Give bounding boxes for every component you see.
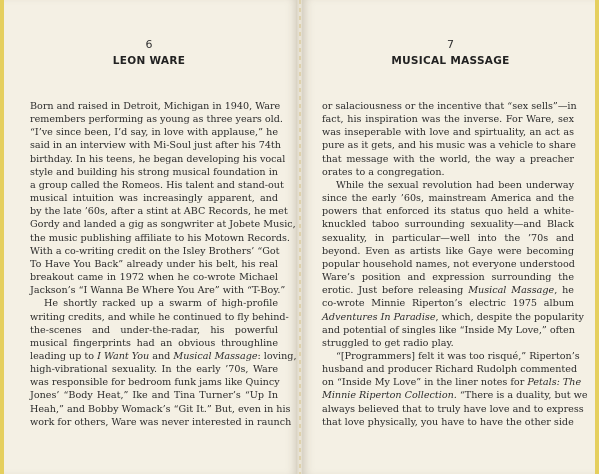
text-line: the music publishing affiliate to his Motown Records. [30, 232, 290, 244]
text-line: by the late ’60s, after a stint at ABC Records, he met [30, 206, 288, 218]
left-page-number: 6 [145, 38, 153, 51]
text-line: husband and producer Richard Rudolph commented [322, 364, 578, 376]
text-line: breakout came in 1972 when he co-wrote Michael [30, 272, 278, 284]
text-line: With a co-writing credit on the Isley Brothers’ “Got [30, 245, 280, 257]
text-line: Jackson’s “I Wanna Be Where You Are” with “T-Boy.” [30, 285, 286, 297]
text-line: sexuality, in particular—well into the ’70s and [322, 232, 574, 244]
paragraph [322, 100, 577, 179]
text-line: Minnie Riperton Collection. “There is a duality, but we [322, 390, 588, 402]
text-line: style and building his strong musical foundation in [30, 166, 278, 178]
right-page-number: 7 [447, 38, 454, 51]
text-line: Heah,” and Bobby Womack’s “Git It.” But, even in his [30, 403, 291, 415]
left-body-text [30, 100, 297, 429]
text-line: co-wrote Minnie Riperton’s electric 1975 album [322, 298, 574, 310]
right-page [302, 0, 599, 474]
right-body-text [322, 100, 588, 429]
left-page [0, 0, 298, 474]
text-line: He shortly racked up a swarm of high-profile [44, 298, 278, 310]
paragraph [30, 297, 297, 429]
paragraph [322, 179, 584, 350]
text-line: popular household names, not everyone understood [322, 258, 575, 270]
paragraph [30, 100, 296, 297]
text-line: orates to a congregation. [322, 166, 445, 178]
text-line: To Have You Back” already under his belt, his real [30, 258, 278, 270]
right-running-head: MUSICAL MASSAGE [391, 55, 510, 67]
text-line: on “Inside My Love” in the liner notes for Petals: The [322, 377, 582, 389]
text-line: that love physically, you have to have the other side [322, 416, 574, 428]
text-line: struggled to get radio play. [322, 337, 454, 349]
paragraph [322, 350, 588, 429]
left-running-head: LEON WARE [112, 55, 186, 67]
text-line: always believed that to truly have love and to express [322, 403, 584, 415]
text-line: work for others, Ware was never interested in raunch [30, 416, 292, 428]
text-line: writing credits, and while he continued to fly behind- [30, 311, 289, 323]
binding-stitch [299, 0, 301, 474]
text-line: that message with the world, the way a preacher [322, 153, 574, 165]
text-line: since the early ’60s, mainstream America and the [322, 193, 574, 205]
text-line: or salaciousness or the incentive that “sex sells”—in [322, 101, 577, 112]
text-line: high-vibrational sexuality. In the early ’70s, Ware [30, 364, 278, 376]
text-line: musical fingerprints had an obvious throughline [30, 337, 278, 349]
text-line: pure as it gets, and his music was a vehicle to share [322, 140, 576, 152]
text-line: “[Programmers] felt it was too risqué,” Riperton’s [336, 350, 580, 362]
text-line: beyond. Even as artists like Gaye were becoming [322, 245, 574, 257]
text-line: Ware’s position and expression surrounding the [322, 272, 574, 284]
text-line: and potential of singles like “Inside My Love,” often [322, 324, 575, 336]
text-line: erotic. Just before releasing Musical Massage, he [322, 285, 574, 297]
left-page-edge [0, 0, 4, 474]
text-line: said in an interview with Mi-Soul just after his 74th [30, 140, 281, 152]
text-line: Adventures In Paradise, which, despite the popularity [322, 311, 584, 323]
text-line: Gordy and landed a gig as songwriter at Jobete Music, [30, 219, 296, 231]
text-line: knuckled taboo surrounding sexuality—and Black [322, 219, 574, 231]
text-line: powers that enforced its status quo held a white- [322, 206, 574, 218]
text-line: remembers performing as young as three years old. [30, 114, 283, 126]
text-line: leading up to I Want You and Musical Massage: loving, [30, 350, 297, 362]
text-line: a group called the Romeos. His talent and stand-out [30, 179, 284, 191]
text-line: fact, his inspiration was the inverse. For Ware, sex [322, 114, 574, 126]
right-page-edge [595, 0, 599, 474]
text-line: the-scenes and under-the-radar, his powerful [30, 324, 278, 336]
text-line: Jones’ “Body Heat,” Ike and Tina Turner’s “Up In [30, 390, 278, 402]
text-line: was responsible for bedroom funk jams like Quincy [30, 377, 280, 389]
text-line: musical intuition was increasingly apparent, and [30, 193, 278, 205]
text-line: While the sexual revolution had been underway [336, 179, 574, 191]
text-line: Born and raised in Detroit, Michigan in 1940, Ware [30, 101, 281, 112]
text-line: birthday. In his teens, he began developing his vocal [30, 153, 286, 165]
text-line: “I’ve since been, I’d say, in love with applause,” he [30, 127, 278, 139]
text-line: was inseperable with love and spirtuality, an act as [322, 127, 574, 139]
